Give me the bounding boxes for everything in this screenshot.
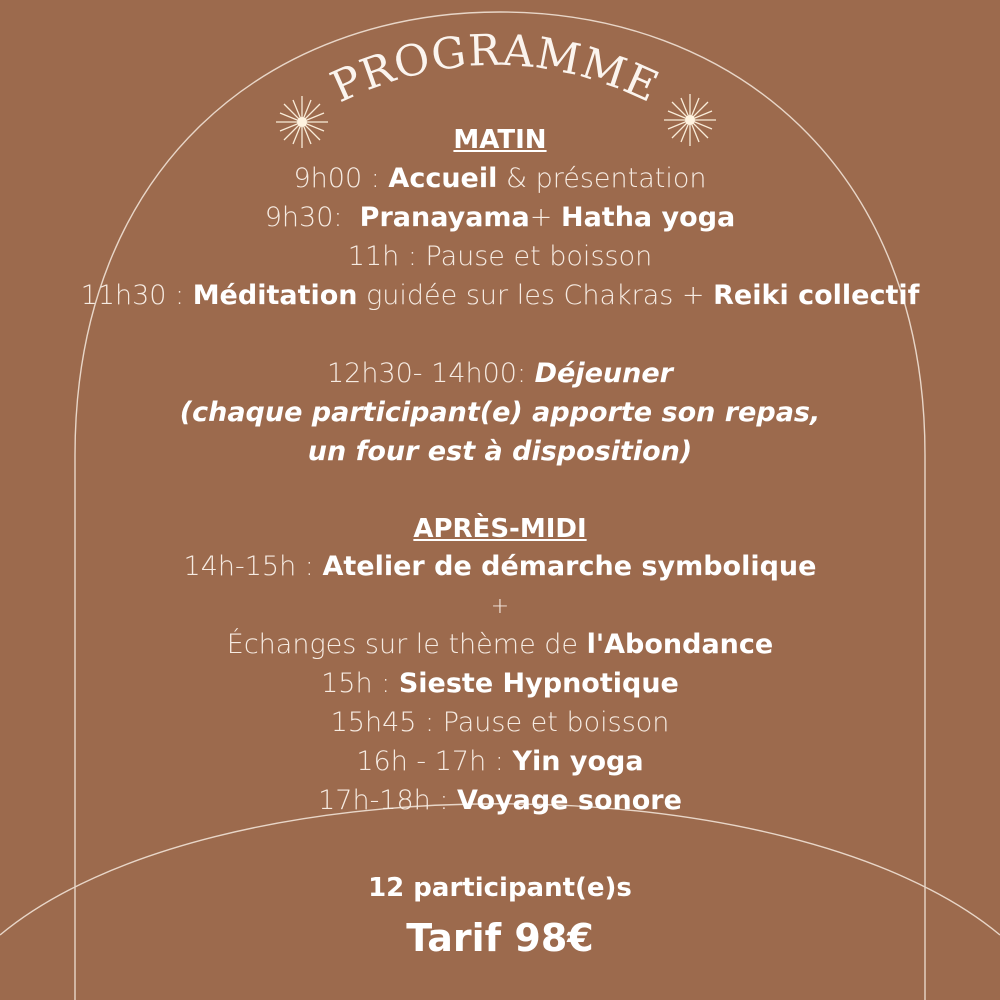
morning-heading: MATIN: [453, 125, 547, 155]
lunch-note-line: (chaque participant(e) apporte son repas,: [179, 397, 821, 428]
item-activity: Atelier de démarche symbolique: [322, 551, 817, 582]
item-time: 14h-15h :: [183, 551, 323, 582]
morning-item: [0, 160, 1000, 198]
lunch-title: Déjeuner: [534, 358, 674, 389]
item-time: 17h-18h :: [318, 785, 458, 816]
page-title: PROGRAMME: [323, 25, 667, 113]
lunch-time: 12h30- 14h00:: [326, 358, 535, 389]
afternoon-item: [0, 704, 1000, 742]
afternoon-item: [0, 548, 1000, 586]
lunch-note-line: un four est à disposition): [307, 436, 693, 467]
afternoon-heading: APRÈS-MIDI: [413, 514, 587, 544]
item-text: & présentation: [497, 163, 707, 194]
item-activity: l'Abondance: [586, 629, 774, 660]
morning-item: [0, 199, 1000, 237]
morning-item: [0, 238, 1000, 276]
lunch-note: [0, 394, 1000, 432]
price: Tarif 98€: [406, 916, 594, 960]
item-time: 16h - 17h :: [356, 746, 513, 777]
afternoon-item: [0, 588, 1000, 626]
item-activity: Hatha yoga: [560, 202, 736, 233]
item-activity: Accueil: [388, 163, 498, 194]
item-activity: Yin yoga: [512, 746, 644, 777]
item-activity: Pranayama: [359, 202, 530, 233]
item-time: 11h : Pause et boisson: [347, 241, 653, 272]
afternoon-item: [0, 626, 1000, 664]
morning-item: [0, 277, 1000, 315]
item-text: +: [490, 594, 510, 619]
item-activity: Sieste Hypnotique: [398, 668, 679, 699]
item-time: 15h45 : Pause et boisson: [330, 707, 670, 738]
item-activity: Méditation: [192, 280, 358, 311]
lunch-note: [0, 433, 1000, 471]
item-activity: Reiki collectif: [713, 280, 920, 311]
item-text: +: [529, 202, 561, 233]
item-time: 9h30:: [264, 202, 360, 233]
item-text: Échanges sur le thème de: [226, 629, 587, 660]
lunch-line: [0, 355, 1000, 393]
item-text: guidée sur les Chakras +: [357, 280, 714, 311]
participants-count: 12 participant(e)s: [368, 873, 632, 903]
afternoon-item: [0, 743, 1000, 781]
item-time: 11h30 :: [80, 280, 193, 311]
afternoon-item: [0, 665, 1000, 703]
item-time: 9h00 :: [293, 163, 389, 194]
item-activity: Voyage sonore: [457, 785, 682, 816]
item-time: 15h :: [321, 668, 399, 699]
afternoon-item: [0, 782, 1000, 820]
